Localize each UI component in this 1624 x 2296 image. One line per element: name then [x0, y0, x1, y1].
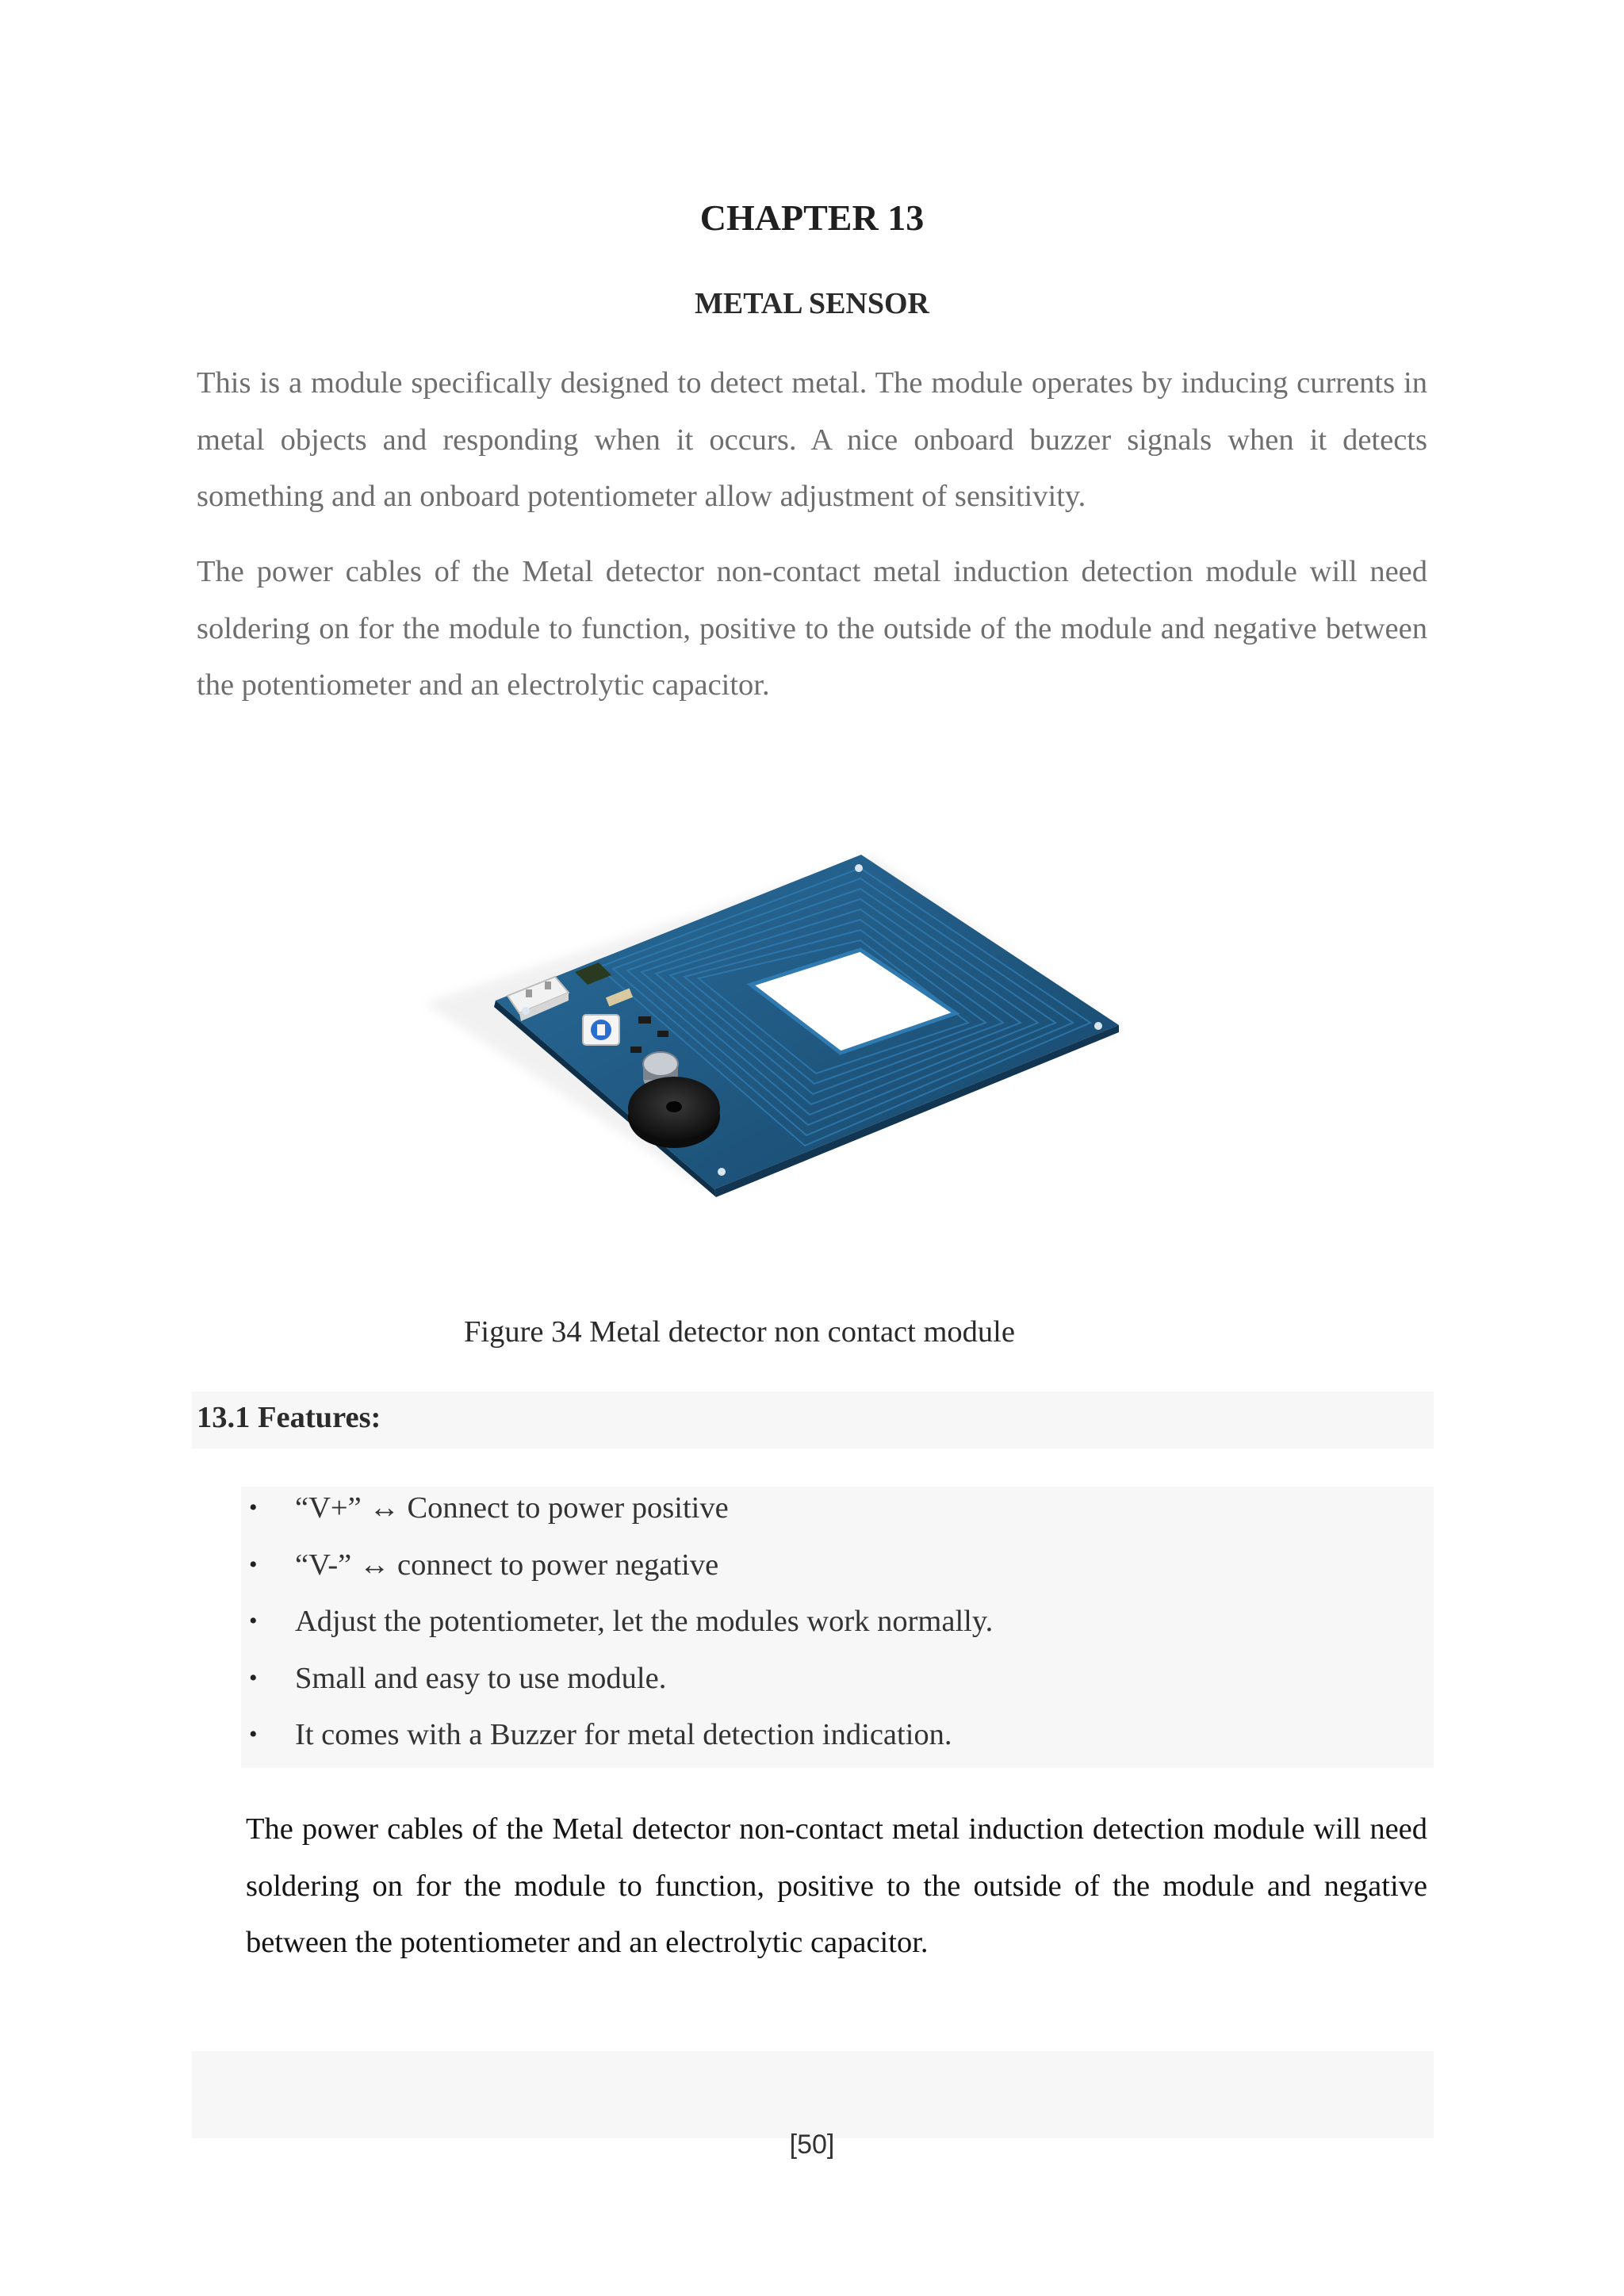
section-title: METAL SENSOR	[695, 287, 929, 320]
list-item	[241, 1598, 1431, 1655]
bullet-icon: •	[249, 1664, 258, 1691]
smd-part-2	[657, 1031, 668, 1037]
list-item-text: Adjust the potentiometer, let the modules work normally.	[295, 1605, 994, 1638]
mounting-hole-1	[522, 1007, 530, 1015]
smd-part-3	[630, 1047, 642, 1053]
figure-caption: Figure 34 Metal detector non contact module	[464, 1315, 1015, 1349]
mounting-hole-2	[718, 1168, 726, 1176]
buzzer	[628, 1077, 720, 1148]
list-item	[241, 1655, 1431, 1712]
list-item-text: “V-” ↔ connect to power negative	[295, 1548, 719, 1582]
features-list	[241, 1484, 1431, 1768]
footer-band	[192, 2051, 1434, 2138]
chapter-title: CHAPTER 13	[699, 197, 925, 238]
list-item-text: It comes with a Buzzer for metal detection indication.	[295, 1718, 952, 1751]
closing-paragraph: The power cables of the Metal detector non-contact metal induction detection module will need soldering on for the module to function, positive to the outside of the module and negative between the potentiometer and an electrolytic capacitor.	[246, 1812, 1427, 1959]
list-item	[241, 1711, 1431, 1768]
features-heading: 13.1 Features:	[197, 1401, 381, 1434]
bullet-icon: •	[249, 1721, 258, 1747]
page-number: [50]	[789, 2130, 835, 2160]
mounting-hole-3	[855, 864, 863, 872]
intro-paragraph-2: The power cables of the Metal detector non-contact metal induction detection module will need soldering on for the module to function, positive to the outside of the module and negative between the potentiometer and an electrolytic capacitor.	[197, 555, 1427, 702]
intro-paragraph-1: This is a module specifically designed to detect metal. The module operates by inducing currents in metal objects and responding when it occurs. A nice onboard buzzer signals when it detects something and an onboard potentiometer allow adjustment of sensitivity.	[197, 366, 1427, 513]
list-item	[241, 1541, 1431, 1598]
list-item-text: Small and easy to use module.	[295, 1661, 667, 1695]
bullet-icon: •	[249, 1551, 258, 1578]
list-item-text: “V+” ↔ Connect to power positive	[295, 1491, 729, 1525]
potentiometer	[583, 1015, 619, 1045]
bullet-icon: •	[249, 1494, 258, 1521]
smd-part-1	[638, 1016, 651, 1024]
bullet-icon: •	[249, 1608, 258, 1634]
mounting-hole-4	[1094, 1022, 1102, 1030]
list-item	[241, 1484, 1431, 1541]
metal-detector-module-image	[361, 737, 1273, 1245]
